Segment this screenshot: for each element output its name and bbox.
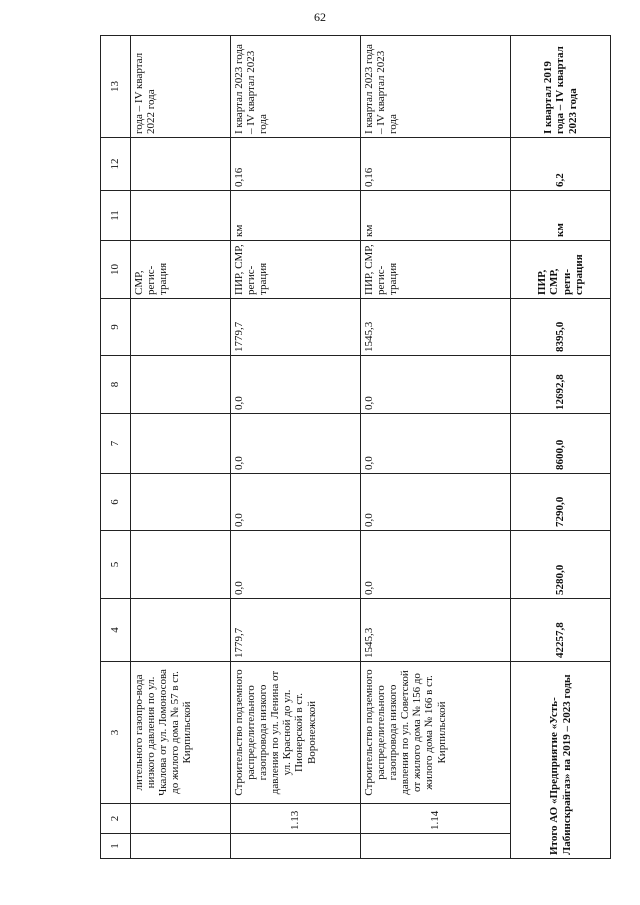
cell-length: 0,16: [361, 138, 511, 191]
cell-work-type: ПИР, СМР, регис-трация: [231, 241, 361, 299]
total-col9: 8395,0: [511, 299, 611, 356]
header-cell: 7: [101, 414, 131, 474]
cell-col5: 0,0: [231, 531, 361, 599]
cell-object-name: Строительство подземного распределительного газопровода низкого давления по ул. Советской от жилого дома № 156 до жилого дома № 166 в ст. Кирпильской: [361, 662, 511, 804]
cell-col5: [131, 531, 231, 599]
cell-period: I квартал 2023 года – IV квартал 2023 года: [231, 36, 361, 138]
cell-col8: 0,0: [231, 356, 361, 414]
cell-length: 0,16: [231, 138, 361, 191]
cell-col4: 1545,3: [361, 599, 511, 662]
cell-unit: км: [361, 191, 511, 241]
cell-unit: [131, 191, 231, 241]
total-length: 6,2: [511, 138, 611, 191]
total-col6: 7290,0: [511, 474, 611, 531]
header-row: [101, 36, 131, 859]
cell-period: I квартал 2023 года – IV квартал 2023 года: [361, 36, 511, 138]
total-label: Итого АО «Предприятие «Усть-Лабинскрайгаз» на 2019 – 2023 годы: [511, 662, 611, 859]
header-cell: 13: [101, 36, 131, 138]
header-cell: 12: [101, 138, 131, 191]
cell-col8: 0,0: [361, 356, 511, 414]
header-cell: 6: [101, 474, 131, 531]
total-period: I квартал 2019 года – IV квартал 2023 года: [511, 36, 611, 138]
cell-col7: 0,0: [231, 414, 361, 474]
header-cell: 2: [101, 804, 131, 834]
table-row: [361, 36, 511, 859]
cell-object-name: лительного газопро-вода низкого давления по ул. Чкалова от ул. Ломоносова до жилого дома № 57 в ст. Кирпильской: [131, 662, 231, 804]
header-cell: 5: [101, 531, 131, 599]
cell-row-number: 1.14: [361, 804, 511, 834]
cell-unit: км: [231, 191, 361, 241]
table-row: [231, 36, 361, 859]
cell-col7: [131, 414, 231, 474]
cell-period: года – IV квартал 2022 года: [131, 36, 231, 138]
cell-col9: 1545,3: [361, 299, 511, 356]
total-col4: 42257,8: [511, 599, 611, 662]
total-col8: 12692,8: [511, 356, 611, 414]
total-col7: 8600,0: [511, 414, 611, 474]
cell-col4: [131, 599, 231, 662]
total-work-type: ПИР, СМР, реги-страция: [511, 241, 611, 299]
header-cell: 10: [101, 241, 131, 299]
header-cell: 1: [101, 834, 131, 859]
header-cell: 11: [101, 191, 131, 241]
header-cell: 4: [101, 599, 131, 662]
cell-col7: 0,0: [361, 414, 511, 474]
investment-program-table: [100, 35, 611, 859]
header-cell: 8: [101, 356, 131, 414]
cell-col6: 0,0: [231, 474, 361, 531]
table-rotated-container: [100, 36, 610, 859]
table-row: [131, 36, 231, 859]
total-unit: км: [511, 191, 611, 241]
cell-work-type: ПИР, СМР, регис-трация: [361, 241, 511, 299]
cell-col9: 1779,7: [231, 299, 361, 356]
cell-col1: [361, 834, 511, 859]
cell-col4: 1779,7: [231, 599, 361, 662]
cell-row-number: 1.13: [231, 804, 361, 834]
cell-col5: 0,0: [361, 531, 511, 599]
cell-object-name: Строительство подземного распределительного газопровода низкого давления по ул. Ленина от ул. Красной до ул. Пионерской в ст. Воронежской: [231, 662, 361, 804]
header-cell: 9: [101, 299, 131, 356]
cell-row-number: [131, 804, 231, 834]
cell-col6: 0,0: [361, 474, 511, 531]
cell-work-type: СМР, регис-трация: [131, 241, 231, 299]
header-cell: 3: [101, 662, 131, 804]
cell-col8: [131, 356, 231, 414]
cell-col6: [131, 474, 231, 531]
cell-col1: [131, 834, 231, 859]
total-row: [511, 36, 611, 859]
cell-col1: [231, 834, 361, 859]
cell-col9: [131, 299, 231, 356]
total-col5: 5280,0: [511, 531, 611, 599]
cell-length: [131, 138, 231, 191]
page-number: 62: [314, 10, 326, 24]
